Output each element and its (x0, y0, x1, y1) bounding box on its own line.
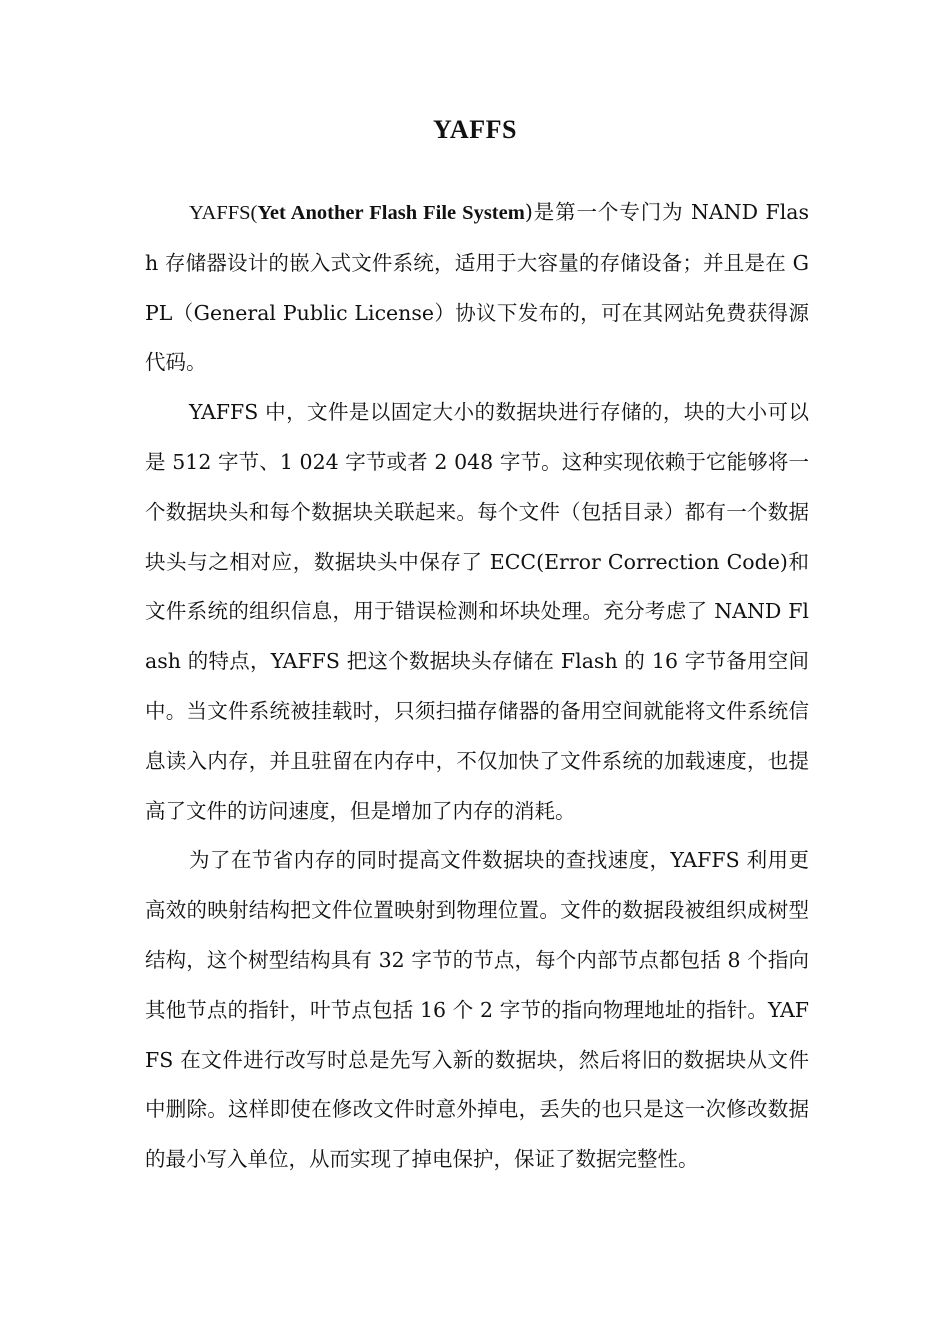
paragraph-mapping: 为了在节省内存的同时提高文件数据块的查找速度，YAFFS 利用更高效的映射结构把文件位置映射到物理位置。文件的数据段被组织成树型结构，这个树型结构具有 32 字节的节点，每个内部节点都包括 8 个指向其他节点的指针，叶节点包括 16 个 2 字节的指向物理地址的指针。YAFFS 在文件进行改写时总是先写入新的数据块，然后将旧的数据块从文件中删除。这样即使在修改文件时意外掉电，丢失的也只是这一次修改数据的最小写入单位，从而实现了掉电保护，保证了数据完整性。 (145, 848, 809, 1172)
paragraph-intro-rest: )是第一个专门为 NAND Flash 存储器设计的嵌入式文件系统，适用于大容量的存储设备；并且是在 GPL（General Public License）协议下发布的，可在其网站免费获得源代码。 (145, 200, 809, 375)
paragraph-storage: YAFFS 中，文件是以固定大小的数据块进行存储的，块的大小可以是 512 字节、1 024 字节或者 2 048 字节。这种实现依赖于它能够将一个数据块头和每个数据块关联起来。每个文件（包括目录）都有一个数据块头与之相对应，数据块头中保存了 ECC(Error Correction Code)和文件系统的组织信息，用于错误检测和坏块处理。充分考虑了 NAND Flash 的特点，YAFFS 把这个数据块头存储在 Flash 的 16 字节备用空间中。当文件系统被挂载时，只须扫描存储器的备用空间就能将文件系统信息读入内存，并且驻留在内存中，不仅加快了文件系统的加载速度，也提高了文件的访问速度，但是增加了内存的消耗。 (145, 400, 809, 823)
yaffs-full-name: Yet Another Flash File System (257, 202, 525, 224)
paragraph-intro (145, 188, 809, 388)
paragraph-intro-prefix: YAFFS( (189, 202, 258, 224)
document-title: YAFFS (433, 115, 517, 144)
document-body (145, 188, 809, 1185)
